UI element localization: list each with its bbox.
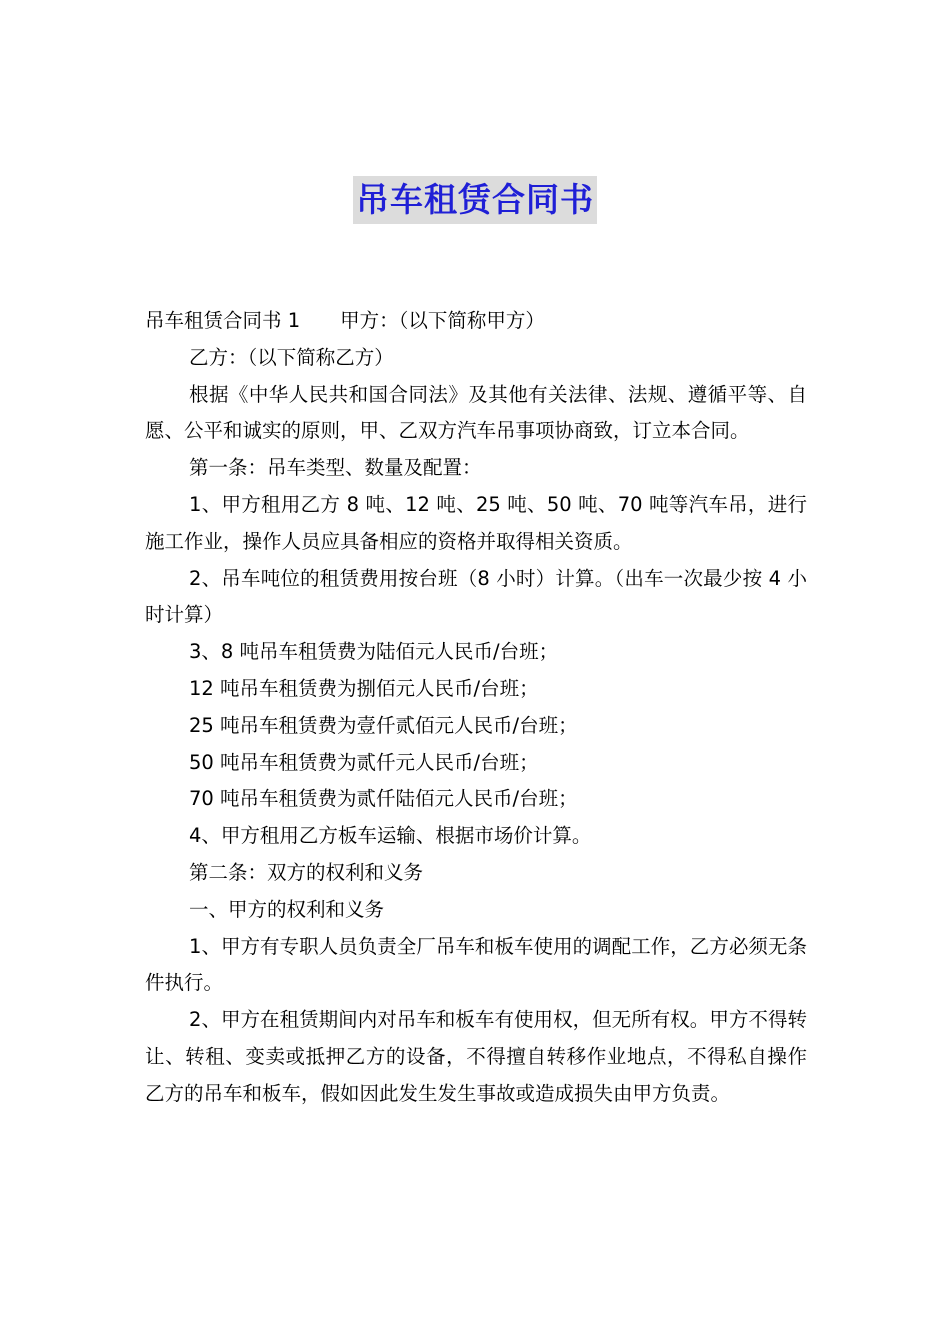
party-a-rights-heading: 一、甲方的权利和义务 <box>189 897 385 921</box>
article-1-item-1: 1、甲方租用乙方 8 吨、12 吨、25 吨、50 吨、70 吨等汽车吊，进行施工作业，操作人员应具备相应的资格并取得相关资质。 <box>145 492 807 553</box>
preamble-paragraph: 根据《中华人民共和国合同法》及其他有关法律、法规、遵循平等、自愿、公平和诚实的原则，甲、乙双方汽车吊事项协商致，订立本合同。 <box>145 382 807 443</box>
article-1-item-4: 4、甲方租用乙方板车运输、根据市场价计算。 <box>189 824 592 848</box>
document-title: 吊车租赁合同书 <box>353 176 597 224</box>
contract-heading-line: 吊车租赁合同书 1 <box>145 309 301 332</box>
document-body <box>145 303 807 1113</box>
article-1-heading: 第一条：吊车类型、数量及配置： <box>189 456 482 480</box>
rate-line-12t: 12 吨吊车租赁费为捌佰元人民币/台班； <box>189 676 539 700</box>
article-1-item-2: 2、吊车吨位的租赁费用按台班（8 小时）计算。（出车一次最少按 4 小时计算） <box>145 566 807 627</box>
first-line <box>145 303 807 340</box>
rate-line-70t: 70 吨吊车租赁费为贰仟陆佰元人民币/台班； <box>189 787 578 811</box>
party-a-rights-item-2: 2、甲方在租赁期间内对吊车和板车有使用权，但无所有权。甲方不得转让、转租、变卖或抵押乙方的设备，不得擅自转移作业地点，不得私自操作乙方的吊车和板车，假如因此发生发生事故或造成损失由甲方负责。 <box>145 1008 807 1105</box>
party-b-line: 乙方：（以下简称乙方） <box>189 345 394 369</box>
article-1-item-3: 3、8 吨吊车租赁费为陆佰元人民币/台班； <box>189 640 559 664</box>
rate-line-25t: 25 吨吊车租赁费为壹仟贰佰元人民币/台班； <box>189 713 578 737</box>
rate-line-50t: 50 吨吊车租赁费为贰仟元人民币/台班； <box>189 750 539 774</box>
title-container <box>0 176 950 224</box>
article-2-heading: 第二条：双方的权利和义务 <box>189 860 424 884</box>
party-a-line: 甲方：（以下简称甲方） <box>340 309 545 332</box>
party-a-rights-item-1: 1、甲方有专职人员负责全厂吊车和板车使用的调配工作，乙方必须无条件执行。 <box>145 934 807 995</box>
